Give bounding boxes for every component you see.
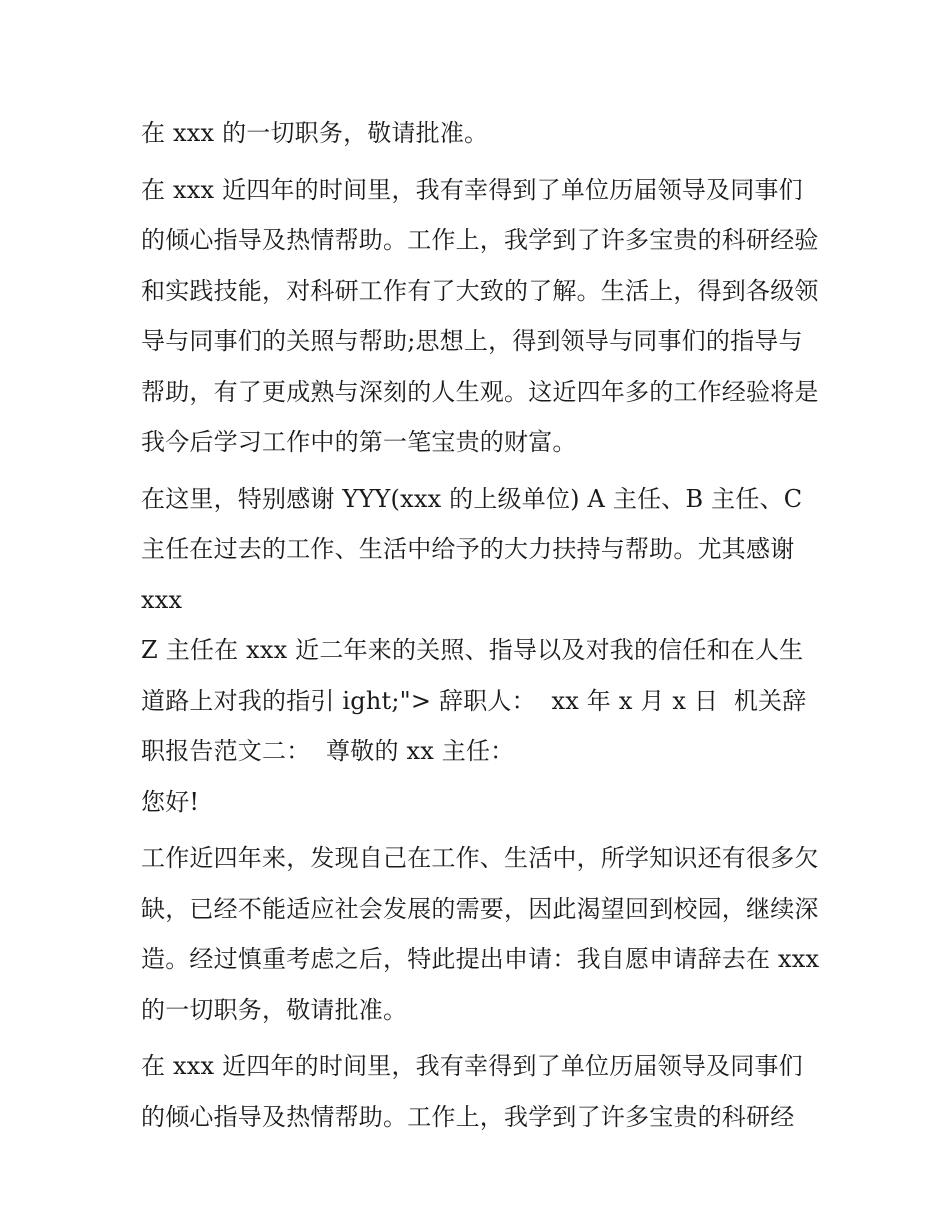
document-body — [141, 108, 828, 1148]
paragraph-2: 在 xxx 近四年的时间里，我有幸得到了单位历届领导及同事们的倾心指导及热情帮助。工作上，我学到了许多宝贵的科研经验和实践技能，对科研工作有了大致的了解。生活上，得到各级领导与同事们的关照与帮助;思想上，得到领导与同事们的指导与帮助，有了更成熟与深刻的人生观。这近四年多的工作经验将是我今后学习工作中的第一笔宝贵的财富。 — [141, 175, 819, 456]
paragraph-5: 您好! — [141, 787, 200, 816]
paragraph-6: 工作近四年来，发现自己在工作、生活中，所学知识还有很多欠缺，已经不能适应社会发展的需要，因此渴望回到校园，继续深造。经过慎重考虑之后，特此提出申请：我自愿申请辞去在 xxx 的一切职务，敬请批准。 — [141, 844, 828, 1024]
paragraph-3: 在这里，特别感谢 YYY(xxx 的上级单位) A 主任、B 主任、C 主任在过去的工作、生活中给予的大力扶持与帮助。尤其感谢 xxx — [141, 484, 803, 614]
paragraph-1: 在 xxx 的一切职务，敬请批准。 — [141, 119, 489, 147]
paragraph-4: Z 主任在 xxx 近二年来的关照、指导以及对我的信任和在人生道路上对我的指引 ight;"> 辞职人： xx 年 x 月 x 日 机关辞职报告范文二： 尊敬的 xx 主任： — [141, 636, 807, 765]
paragraph-7: 在 xxx 近四年的时间里，我有幸得到了单位历届领导及同事们的倾心指导及热情帮助。工作上，我学到了许多宝贵的科研经 — [141, 1052, 803, 1131]
